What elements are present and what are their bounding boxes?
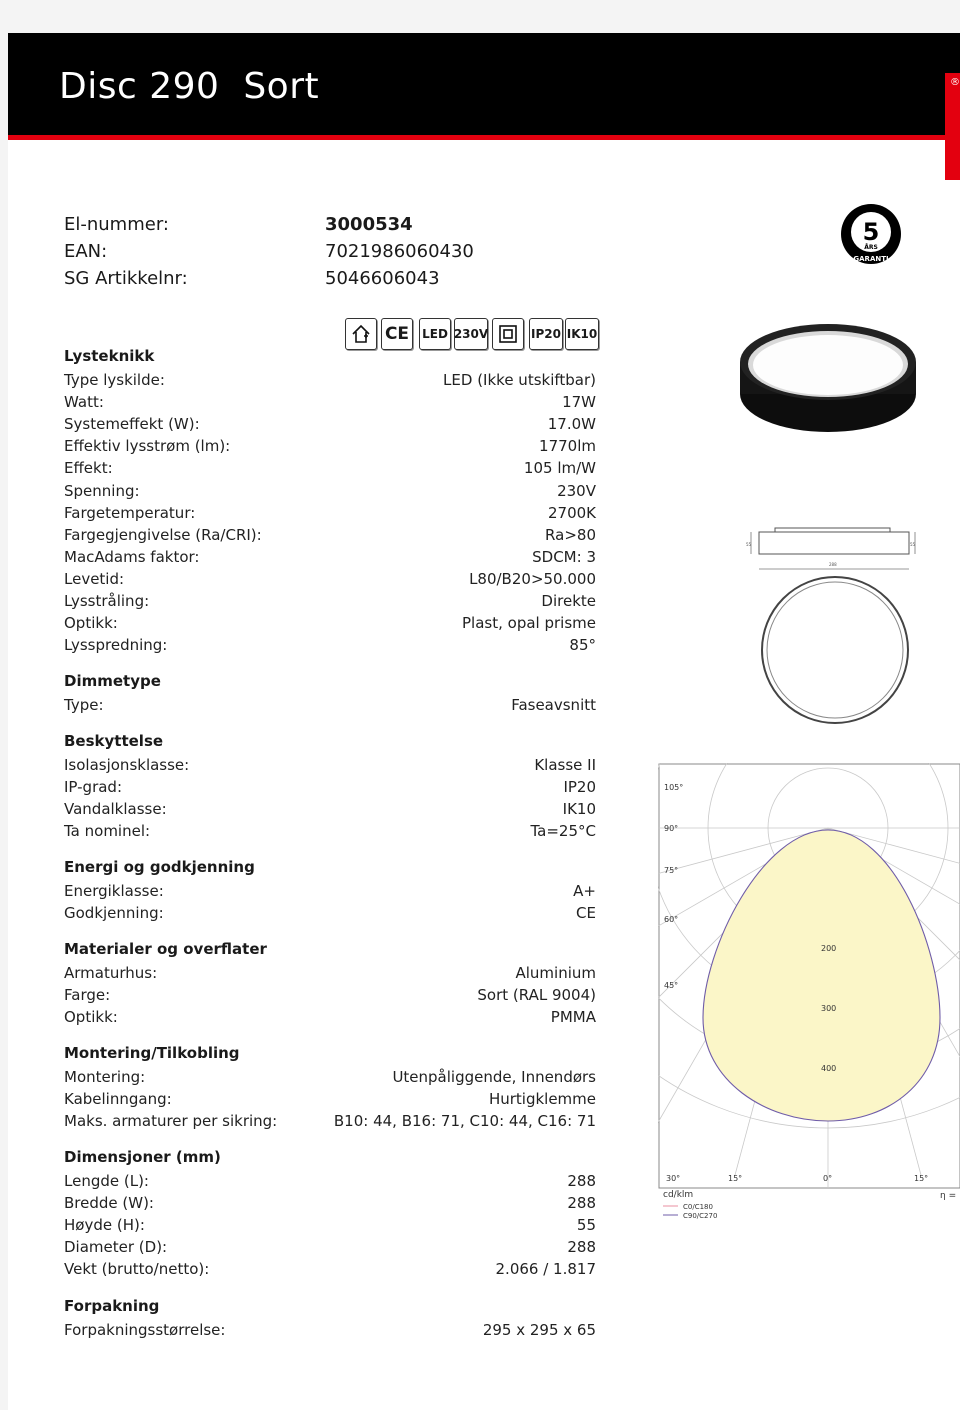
- ean-value: 7021986060430: [325, 241, 474, 262]
- sg-artikkelnr-value: 5046606043: [325, 268, 440, 289]
- spec-value: Utenpåliggende, Innendørs: [392, 1068, 596, 1086]
- spec-label: Type lyskilde:: [64, 371, 165, 389]
- spec-label: Systemeffekt (W):: [64, 415, 200, 433]
- spec-label: Energiklasse:: [64, 882, 164, 900]
- class-ii-icon: [492, 318, 524, 350]
- registered-mark: ®: [950, 77, 960, 88]
- spec-value: 2700K: [547, 504, 596, 522]
- spec-label: Montering:: [64, 1068, 146, 1086]
- spec-label: Spenning:: [64, 482, 140, 500]
- spec-value: Hurtigklemme: [488, 1090, 596, 1108]
- spec-value: SDCM: 3: [532, 548, 596, 566]
- polar-radial-label: 400: [821, 1064, 837, 1073]
- brand-tab: [945, 73, 960, 180]
- spec-value: 288: [567, 1172, 596, 1190]
- spec-value: Ta=25°C: [530, 822, 596, 840]
- spec-label: Farge:: [64, 986, 111, 1004]
- spec-value: B10: 44, B16: 71, C10: 44, C16: 71: [333, 1112, 596, 1130]
- spec-label: Effekt:: [64, 459, 113, 477]
- spec-label: Effektiv lysstrøm (lm):: [64, 437, 231, 455]
- ip20-badge: IP20: [529, 318, 563, 350]
- el-nummer-label: El-nummer:: [64, 214, 169, 235]
- polar-angle-label: 60°: [664, 915, 679, 924]
- polar-angle-label: 75°: [664, 866, 679, 875]
- spec-value: Direkte: [541, 592, 596, 610]
- spec-label: Lysspredning:: [64, 636, 168, 654]
- section-title: Dimensjoner (mm): [64, 1148, 221, 1166]
- spec-value: Plast, opal prisme: [462, 614, 596, 632]
- spec-value: 2.066 / 1.817: [495, 1260, 596, 1278]
- polar-radial-label: 300: [821, 1004, 837, 1013]
- polar-unit-label: cd/klm: [663, 1190, 694, 1200]
- section-title: Lysteknikk: [64, 347, 155, 365]
- polar-radial-label: 200: [821, 944, 837, 953]
- polar-bottom-label: 15°: [914, 1174, 929, 1183]
- section-title: Materialer og overflater: [64, 940, 267, 958]
- spec-label: Diameter (D):: [64, 1238, 168, 1256]
- spec-value: CE: [576, 904, 596, 922]
- spec-value: 230V: [557, 482, 596, 500]
- spec-value: Ra>80: [545, 526, 596, 544]
- warranty-ring-text: GARANTI: [853, 255, 889, 263]
- spec-value: 295 x 295 x 65: [482, 1321, 596, 1339]
- drawing-width-label: 288: [829, 562, 837, 567]
- section-title: Forpakning: [64, 1297, 160, 1315]
- spec-label: Bredde (W):: [64, 1194, 154, 1212]
- spec-value: LED (Ikke utskiftbar): [443, 371, 596, 389]
- legend-label: C90/C270: [683, 1212, 718, 1220]
- spec-label: Godkjenning:: [64, 904, 164, 922]
- ik10-badge: IK10: [565, 318, 599, 350]
- spec-value: Aluminium: [515, 964, 596, 982]
- technical-drawing: [745, 520, 920, 730]
- spec-label: Kabelinngang:: [64, 1090, 172, 1108]
- voltage-badge: 230V: [454, 318, 488, 350]
- spec-value: Klasse II: [534, 756, 596, 774]
- spec-label: Optikk:: [64, 614, 118, 632]
- spec-label: Fargetemperatur:: [64, 504, 196, 522]
- spec-label: IP-grad:: [64, 778, 123, 796]
- product-title: Disc 290 Sort: [59, 66, 320, 107]
- section-title: Montering/Tilkobling: [64, 1044, 240, 1062]
- spec-label: Høyde (H):: [64, 1216, 145, 1234]
- header-accent-line: [8, 135, 960, 140]
- polar-angle-label: 90°: [664, 824, 679, 833]
- spec-label: Levetid:: [64, 570, 125, 588]
- polar-angle-label: 45°: [664, 981, 679, 990]
- spec-label: MacAdams faktor:: [64, 548, 200, 566]
- spec-value: 105 lm/W: [523, 459, 596, 477]
- spec-value: A+: [573, 882, 596, 900]
- spec-label: Type:: [64, 696, 104, 714]
- spec-label: Isolasjonsklasse:: [64, 756, 190, 774]
- section-title: Dimmetype: [64, 672, 161, 690]
- el-nummer-value: 3000534: [325, 214, 413, 235]
- spec-value: 55: [576, 1216, 596, 1234]
- legend-label: C0/C180: [683, 1203, 713, 1211]
- spec-value: Sort (RAL 9004): [477, 986, 596, 1004]
- house-icon: [345, 318, 377, 350]
- spec-label: Maks. armaturer per sikring:: [64, 1112, 278, 1130]
- spec-value: L80/B20>50.000: [469, 570, 596, 588]
- spec-label: Fargegjengivelse (Ra/CRI):: [64, 526, 262, 544]
- spec-label: Vekt (brutto/netto):: [64, 1260, 210, 1278]
- spec-label: Forpakningsstørrelse:: [64, 1321, 226, 1339]
- spec-label: Optikk:: [64, 1008, 118, 1026]
- polar-bottom-label: 0°: [823, 1174, 833, 1183]
- warranty-small: ÅRS: [864, 244, 878, 251]
- led-badge: LED: [419, 318, 451, 350]
- drawing-height-left: 55: [746, 542, 752, 547]
- spec-value: Faseavsnitt: [511, 696, 596, 714]
- drawing-height-right: 55: [910, 542, 916, 547]
- spec-label: Lysstråling:: [64, 592, 150, 610]
- spec-value: 85°: [569, 636, 596, 654]
- ean-label: EAN:: [64, 241, 108, 262]
- section-title: Beskyttelse: [64, 732, 164, 750]
- spec-label: Watt:: [64, 393, 104, 411]
- spec-value: IP20: [563, 778, 596, 796]
- sg-artikkelnr-label: SG Artikkelnr:: [64, 268, 188, 289]
- spec-label: Lengde (L):: [64, 1172, 149, 1190]
- polar-angle-label: 105°: [664, 783, 684, 792]
- spec-value: 1770lm: [539, 437, 596, 455]
- polar-diagram: [658, 763, 960, 1228]
- product-image: [738, 322, 918, 440]
- polar-bottom-label: 15°: [728, 1174, 743, 1183]
- spec-value: 17W: [562, 393, 596, 411]
- ce-mark: CE: [381, 318, 413, 350]
- section-title: Energi og godkjenning: [64, 858, 255, 876]
- polar-eta-label: η =: [940, 1191, 957, 1201]
- spec-value: 288: [567, 1194, 596, 1212]
- warranty-years: 5: [862, 218, 880, 246]
- spec-value: 288: [567, 1238, 596, 1256]
- spec-label: Ta nominel:: [64, 822, 151, 840]
- spec-label: Vandalklasse:: [64, 800, 167, 818]
- warranty-badge: [840, 203, 902, 265]
- spec-label: Armaturhus:: [64, 964, 158, 982]
- polar-bottom-label: 30°: [666, 1174, 681, 1183]
- spec-value: IK10: [562, 800, 596, 818]
- spec-value: PMMA: [550, 1008, 596, 1026]
- spec-value: 17.0W: [547, 415, 596, 433]
